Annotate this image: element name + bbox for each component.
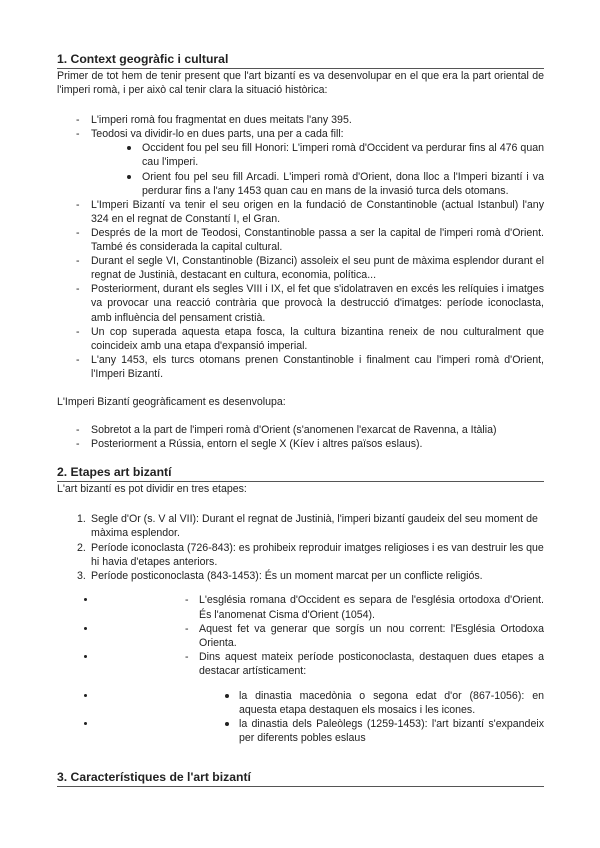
stage-item — [57, 541, 544, 569]
section-1-heading: 1. Context geogràfic i cultural — [57, 52, 544, 69]
geography-intro: L'Imperi Bizantí geogràficament es desenvolupa: — [57, 395, 286, 408]
stage-3-nested-list — [57, 689, 544, 745]
stage-3-sub-list — [57, 593, 544, 678]
stage-number: 3. — [77, 569, 86, 582]
list-item: - Posteriorment, durant els segles VIII i IX, el fet que s'idolatraven en excés les relíquies i imatges va provocar una reacció contrària que provocà la destrucció d'imatges: període iconoclasta, amb influència del pensament cristià. — [57, 282, 544, 324]
section-1-list — [57, 113, 544, 381]
stage-text: Període iconoclasta (726-843): es prohibeix reproduir imatges religioses i es van destruir les que hi havia d'etapes anteriors. — [91, 541, 544, 568]
sub-list — [57, 141, 544, 197]
stages-list — [57, 512, 544, 582]
list-item: - L'Imperi Bizantí va tenir el seu origen en la fundació de Constantinoble (actual Istanbul) l'any 324 en el regnat de Constantí I, el Gran. — [57, 198, 544, 226]
stage-item — [57, 569, 544, 583]
list-item-text: Teodosi va dividir-lo en dues parts, una per a cada fill: — [91, 128, 344, 141]
section-2-heading: 2. Etapes art bizantí — [57, 465, 544, 482]
list-item: - Després de la mort de Teodosi, Constantinoble passa a ser la capital de l'imperi romà d'Orient. També és considerada la capital cultural. — [57, 226, 544, 254]
section-3-heading: 3. Característiques de l'art bizantí — [57, 770, 544, 787]
stage-item — [57, 512, 544, 540]
list-item: - Posteriorment a Rússia, entorn el segle X (Kíev i altres països eslaus). — [57, 437, 544, 451]
document-page — [57, 52, 544, 787]
list-item — [57, 127, 544, 197]
sub-list-item: Occident fou pel seu fill Honori: L'imperi romà d'Occident va perdurar fins al 476 quan cau l'imperi. — [57, 141, 544, 169]
list-item: - Sobretot a la part de l'imperi romà d'Orient (s'anomenen l'exarcat de Ravenna, a Itàlia) — [57, 423, 544, 437]
sub-list-item: - • Aquest fet va generar que sorgís un nou corrent: l'Església Ortodoxa Orienta. — [97, 622, 544, 650]
list-item: - L'imperi romà fou fragmentat en dues meitats l'any 395. — [57, 113, 544, 127]
stage-number: 2. — [77, 541, 86, 554]
stage-text: Període posticonoclasta (843-1453): És un moment marcat per un conflicte religiós. — [91, 569, 483, 582]
sub-list-item: - • L'església romana d'Occident es separa de l'església ortodoxa d'Orient. És l'anomenat Cisma d'Orient (1054). — [97, 593, 544, 621]
geography-list — [57, 423, 544, 451]
nested-list-item: • la dinastia dels Paleòlegs (1259-1453): l'art bizantí s'expandeix per diferents pobles eslaus — [97, 717, 544, 745]
list-item: - L'any 1453, els turcs otomans prenen Constantinoble i finalment cau l'imperi romà d'Orient, l'Imperi Bizantí. — [57, 353, 544, 381]
sub-list-item: - • Dins aquest mateix període posticonoclasta, destaquen dues etapes a destacar artísticament: — [97, 650, 544, 678]
list-item: - Durant el segle VI, Constantinoble (Bizanci) assoleix el seu punt de màxima esplendor durant el regnat de Justinià, destacant en cultura, economia, política... — [57, 254, 544, 282]
nested-list-item: • la dinastia macedònia o segona edat d'or (867-1056): en aquesta etapa destaquen els mosaics i les icones. — [97, 689, 544, 717]
sub-list-item: Orient fou pel seu fill Arcadi. L'imperi romà d'Orient, dona lloc a l'Imperi bizantí i va perdurar fins a l'any 1453 quan cau en mans de la invasió turca dels otomans. — [57, 170, 544, 198]
section-2-intro: L'art bizantí es pot dividir en tres etapes: — [57, 483, 247, 496]
section-1-intro: Primer de tot hem de tenir present que l'art bizantí es va desenvolupar en el que era la part oriental de l'imperi romà, i per això cal tenir clara la situació històrica: — [57, 70, 544, 97]
stage-number: 1. — [77, 513, 86, 526]
stage-text: Segle d'Or (s. V al VII): Durant el regnat de Justinià, l'imperi bizantí gaudeix del seu moment de màxima esplendor. — [91, 513, 538, 540]
list-item: - Un cop superada aquesta etapa fosca, la cultura bizantina reneix de nou culturalment que coincideix amb una etapa d'expansió imperial. — [57, 325, 544, 353]
